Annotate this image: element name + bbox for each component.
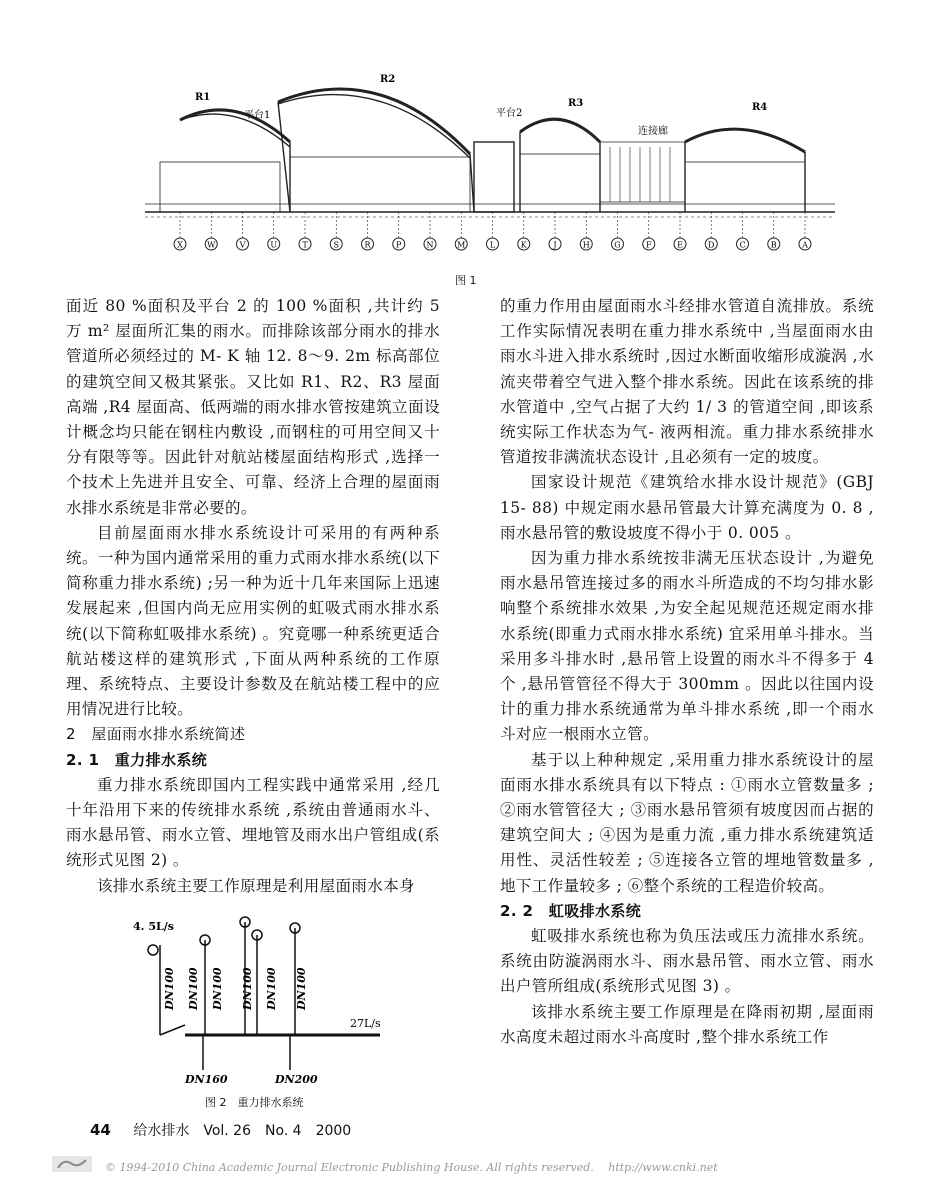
axis-marker-label: S [333,240,339,250]
axis-marker-label: W [207,240,216,250]
flow-in-label: 4. 5L/s [133,920,174,933]
pipe-dn100-label: DN100 [241,967,254,1010]
section-heading: 2 屋面雨水排水系统简述 [66,725,246,744]
pipe-dn100-label: DN100 [211,967,224,1010]
journal-info: 给水排水 Vol. 26 No. 4 2000 [133,1123,352,1139]
paragraph: 重力排水系统即国内工程实践中通常采用 ,经几十年沿用下来的传统排水系统 ,系统由普通雨水斗、雨水悬吊管、雨水立管、埋地管及雨水出户管组成(系统形式见图 2) 。 [66,775,440,870]
axis-marker-label: K [520,240,527,250]
label-r2: R2 [380,74,396,85]
pipe-dn100-label: DN100 [163,967,176,1010]
label-platform1: 平台1 [244,110,271,121]
axis-marker-label: F [645,240,652,250]
axis-marks [174,212,811,250]
pipe-dn100-label: DN100 [265,967,278,1010]
pipe-dn160-label: DN160 [185,1073,228,1086]
axis-marker-label: A [802,240,808,250]
label-r3: R3 [568,98,584,109]
paragraph: 因为重力排水系统按非满无压状态设计 ,为避免雨水悬吊管连接过多的雨水斗所造成的不均匀排水影响整个系统排水效果 ,为安全起见规范还规定雨水排水系统(即重力式雨水排水系统) 宜采用单斗排水。当采用多斗排水时 ,悬吊管上设置的雨水斗不得多于 4 个 ,悬吊管管径不得大于 300mm 。因此以往国内设计的重力排水系统通常为单斗排水系统 ,即一个雨水斗对应一根雨水立管。 [500,549,874,744]
figure-1-caption: 图 1 [455,274,477,287]
flow-out-label: 27L/s [350,1017,381,1030]
paragraph: 面近 80 %面积及平台 2 的 100 %面积 ,共计约 5 万 m² 屋面所汇集的雨水。而排除该部分雨水的排水管道所必须经过的 M- K 轴 12. 8～9. 2m 标高部位的建筑空间又极其紧张。又比如 R1、R2、R3 屋面高端 ,R4 屋面高、低两端的雨水排水管按建筑立面设计概念均只能在钢柱内敷设 ,而钢柱的可用空间又十分有限等等。因此针对航站楼屋面结构形式 ,选择一个技术上先进并且安全、可靠、经济上合理的屋面雨水排水系统是非常必要的。 [66,297,440,517]
axis-marker-label: U [270,240,278,250]
axis-marker-label: C [739,240,746,250]
page-number: 44 [90,1121,111,1139]
axis-marker-label: E [677,240,683,250]
subsection-heading: 2. 1 重力排水系统 [66,750,208,769]
label-r1: R1 [195,92,211,103]
figure-2-gravity-system [125,910,395,1088]
axis-marker-label: T [302,240,308,250]
axis-marker-label: R [364,240,371,250]
label-r4: R4 [752,102,768,113]
label-platform2: 平台2 [496,108,523,119]
paragraph: 国家设计规范《建筑给水排水设计规范》(GBJ 15- 88) 中规定雨水悬吊管最大计算充满度为 0. 8 ,雨水悬吊管的敷设坡度不得小于 0. 005 。 [500,473,874,542]
axis-marker-label: N [426,240,434,250]
cnki-logo-icon [52,1156,92,1172]
paragraph: 虹吸排水系统也称为负压法或压力流排水系统。系统由防漩涡雨水斗、雨水悬吊管、雨水立管、雨水出户管所组成(系统形式见图 3) 。 [500,927,874,996]
figure-1-building-section [140,62,840,262]
pipe-dn200-label: DN200 [275,1073,318,1086]
page-footer [90,1120,351,1140]
axis-marker-label: J [553,240,557,250]
paragraph: 该排水系统主要工作原理是利用屋面雨水本身 [97,876,416,895]
left-column [66,294,440,899]
axis-marker-label: H [582,240,590,250]
label-corridor: 连接廊 [638,126,668,137]
pipe-dn100-label: DN100 [295,967,308,1010]
axis-marker-label: D [708,240,715,250]
paragraph: 基于以上种种规定 ,采用重力排水系统设计的屋面雨水排水系统具有以下特点 : ①雨水立管数量多 ; ②雨水管管径大 ; ③雨水悬吊管须有坡度因而占据的建筑空间大 ; ④因为是重力流 ,重力排水系统建筑适用性、灵活性较差 ; ⑤连接各立管的埋地管数量多 ,地下工作量较多 ; ⑥整个系统的工程造价较高。 [500,750,874,895]
axis-marker-label: B [770,240,777,250]
subsection-heading: 2. 2 虹吸排水系统 [500,901,642,920]
axis-marker-label: G [614,240,621,250]
axis-marker-label: P [396,240,402,250]
axis-marker-label: V [239,240,246,250]
pipe-dn100-label: DN100 [187,967,200,1010]
paragraph: 目前屋面雨水排水系统设计可采用的有两种系统。一种为国内通常采用的重力式雨水排水系统(以下简称重力排水系统) ;另一种为近十几年来国际上迅速发展起来 ,但国内尚无应用实例的虹吸式雨水排水系统(以下简称虹吸排水系统) 。究竟哪一种系统更适合航站楼这样的建筑形式 ,下面从两种系统的工作原理、系统特点、主要设计参数及在航站楼工程中的应用情况进行比较。 [66,523,440,719]
axis-marker-label: X [177,240,183,250]
axis-marker-label: M [457,240,466,250]
axis-marker-label: L [489,240,496,250]
paragraph: 的重力作用由屋面雨水斗经排水管道自流排放。系统工作实际情况表明在重力排水系统中 ,当屋面雨水由雨水斗进入排水系统时 ,因过水断面收缩形成漩涡 ,水流夹带着空气进入整个排水系统。因此在该系统的排水管道中 ,空气占据了大约 1/ 3 的管道空间 ,即该系统实际工作状态为气- 液两相流。重力排水系统排水管道按非满流状态设计 ,且必须有一定的坡度。 [500,297,874,467]
copyright-notice: © 1994-2010 China Academic Journal Electronic Publishing House. All rights reserved. http://www.cnki.net [105,1161,718,1174]
figure-2-caption: 图 2 重力排水系统 [205,1096,304,1109]
paragraph: 该排水系统主要工作原理是在降雨初期 ,屋面雨水高度未超过雨水斗高度时 ,整个排水系统工作 [500,1002,874,1046]
right-column [500,294,874,1050]
